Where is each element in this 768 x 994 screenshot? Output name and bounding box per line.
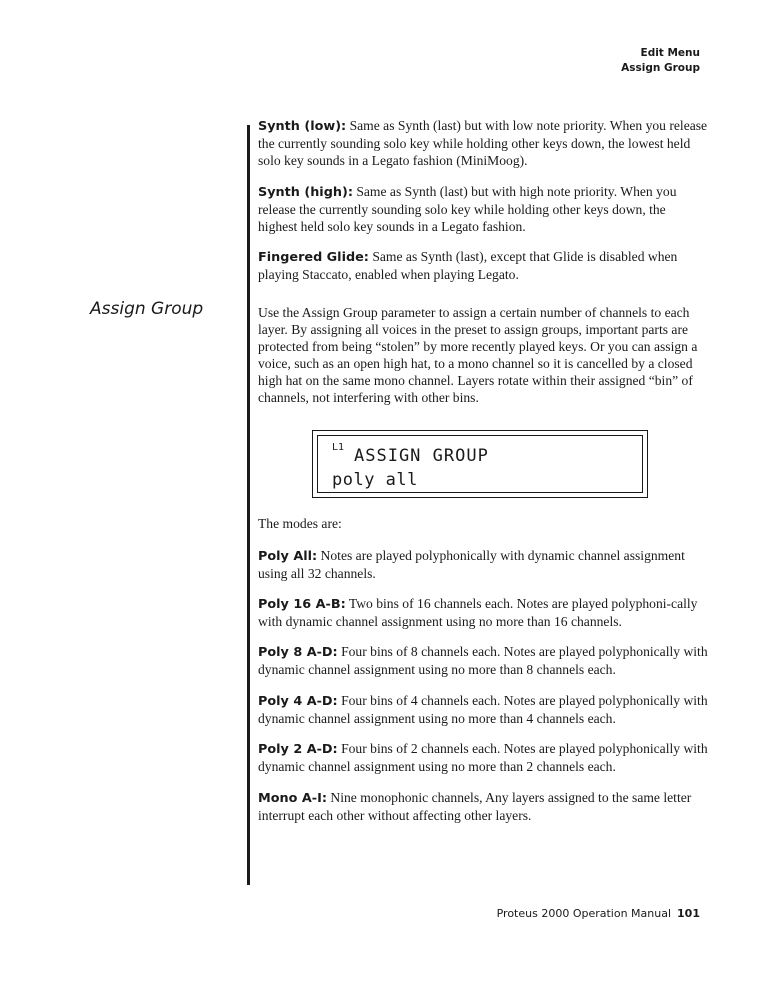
mode-item bbox=[258, 595, 708, 630]
lcd-layer-indicator: L1 bbox=[332, 442, 345, 453]
mode-item bbox=[258, 740, 708, 775]
definition: Same as Synth (last) but with low note priority. When you release the currently sounding solo key while holding other keys down, the lowest held solo key sounds in a Legato fashion (MiniMoog). bbox=[258, 118, 708, 168]
description-paragraph: Use the Assign Group parameter to assign a certain number of channels to each layer. By assigning all voices in the preset to assign groups, important parts are protected from being “stolen” by more recently played keys. Or you can assign a voice, such as an open high hat, to a mono channel so it is cancelled by a closed high hat on the same mono channel. Layers rotate within their assigned “bin” of channels, not interfering with other bins. bbox=[258, 305, 698, 405]
page-footer bbox=[497, 907, 700, 920]
mode-item bbox=[258, 692, 708, 727]
term: Poly 8 A-D: bbox=[258, 645, 338, 660]
modes-intro: The modes are: bbox=[258, 516, 342, 531]
lcd-line-1: ASSIGN GROUP bbox=[354, 446, 489, 466]
term: Poly 2 A-D: bbox=[258, 742, 338, 757]
definition: Notes are played polyphonically with dynamic channel assignment using all 32 channels. bbox=[258, 548, 685, 581]
lcd-screen bbox=[317, 435, 643, 493]
term: Mono A-I: bbox=[258, 791, 327, 806]
definition: Four bins of 2 channels each. Notes are played polyphonically with dynamic channel assignment using no more than 2 channels each. bbox=[258, 741, 708, 774]
manual-title: Proteus 2000 Operation Manual bbox=[496, 907, 672, 920]
definition: Two bins of 16 channels each. Notes are played polyphoni-cally with dynamic channel assignment using no more than 16 channels. bbox=[258, 596, 698, 629]
mode-item bbox=[258, 547, 708, 582]
definition: Four bins of 4 channels each. Notes are played polyphonically with dynamic channel assignment using no more than 4 channels each. bbox=[258, 693, 708, 726]
running-header bbox=[621, 46, 700, 76]
intro-paragraph bbox=[258, 248, 708, 283]
definition: Four bins of 8 channels each. Notes are played polyphonically with dynamic channel assignment using no more than 8 channels each. bbox=[258, 644, 708, 677]
lcd-line-2: poly all bbox=[332, 470, 418, 490]
mode-item bbox=[258, 789, 708, 824]
lcd-display bbox=[312, 430, 648, 498]
section-heading: Assign Group bbox=[90, 299, 204, 319]
term: Fingered Glide: bbox=[258, 250, 369, 265]
margin-rule bbox=[247, 125, 250, 885]
intro-paragraph bbox=[258, 183, 708, 235]
definition: Nine monophonic channels, Any layers assigned to the same letter interrupt each other without affecting other layers. bbox=[258, 790, 692, 823]
term: Synth (high): bbox=[258, 185, 353, 200]
header-section: Edit Menu bbox=[640, 47, 700, 59]
mode-item bbox=[258, 643, 708, 678]
definition: Same as Synth (last), except that Glide is disabled when playing Staccato, enabled when playing Legato. bbox=[258, 249, 678, 282]
term: Synth (low): bbox=[258, 119, 347, 134]
definition: Same as Synth (last) but with high note priority. When you release the currently sounding solo key while holding other keys down, the highest held solo key sounds in a Legato fashion. bbox=[258, 184, 677, 234]
term: Poly All: bbox=[258, 549, 318, 564]
page-number: 101 bbox=[677, 907, 700, 920]
header-subsection: Assign Group bbox=[621, 62, 700, 74]
term: Poly 4 A-D: bbox=[258, 694, 338, 709]
intro-paragraph bbox=[258, 117, 708, 169]
term: Poly 16 A-B: bbox=[258, 597, 346, 612]
